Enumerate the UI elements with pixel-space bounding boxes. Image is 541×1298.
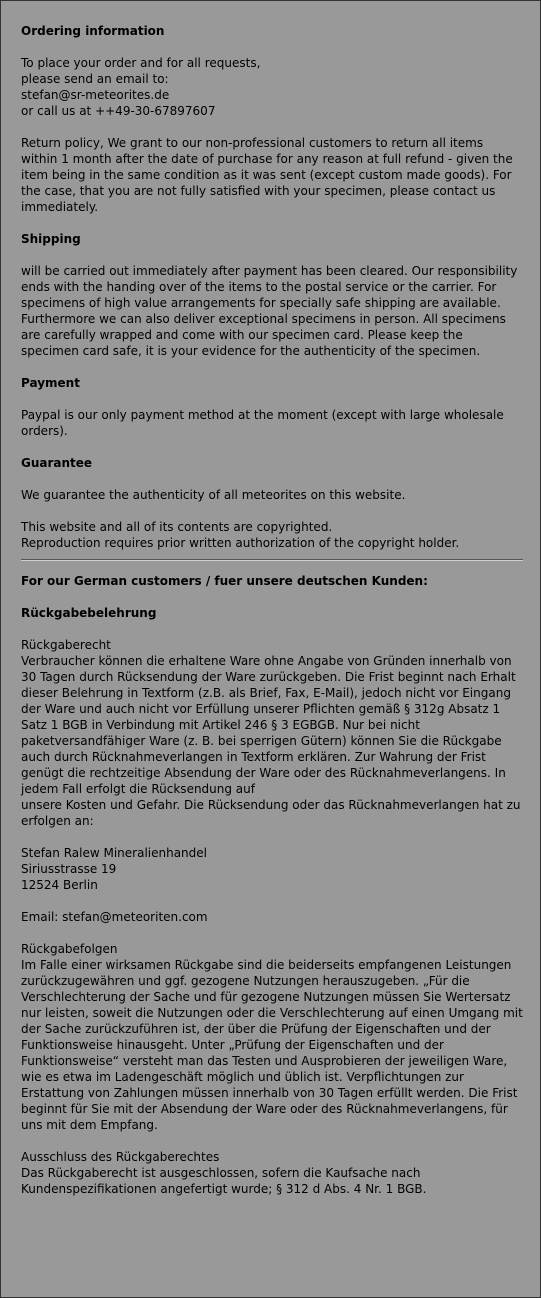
rueckgaberecht-text: Verbraucher können die erhaltene Ware ohne Angabe von Gründen innerhalb von 30 Tagen durch Rücksendung der Ware zurückgeben. Die Frist beginnt nach Erhalt dieser Belehrung in Textform (z.B. als Brief, Fax, E-Mail), jedoch nicht vor Eingang der Ware und auch nicht vor Erfüllung unserer Pflichten gemäß § 312g Absatz 1 Satz 1 BGB in Verbindung mit Artikel 246 § 3 EGBGB. Nur bei nicht paketversandfähiger Ware (z. B. bei sperrigen Gütern) können Sie die Rückgabe auch durch Rücknahmeverlangen in Textform erklären. Zur Wahrung der Frist genügt die rechtzeitige Absendung der Ware oder des Rücknahmeverlangens. In jedem Fall erfolgt die Rücksendung auf unsere Kosten und Gefahr. Die Rücksendung oder das Rücknahmeverlangen hat zu erfolgen an: (21, 654, 521, 828)
rueckgabefolgen-title: Rückgabefolgen (21, 942, 118, 956)
shipping-heading: Shipping (21, 232, 81, 246)
guarantee-heading: Guarantee (21, 456, 93, 470)
rueckgaberecht-title: Rückgaberecht (21, 638, 111, 652)
section-divider (21, 559, 523, 561)
german-heading: For our German customers / fuer unsere deutschen Kunden: (21, 574, 428, 588)
return-policy-text: Return policy, We grant to our non-professional customers to return all items within 1 month after the date of purchase for any reason at full refund - given the item being in the same condition as it was sent (except custom made goods). For the case, that you are not fully satisfied with your specimen, please contact us immediately. (21, 136, 513, 214)
rueckgabefolgen-text: Im Falle einer wirksamen Rückgabe sind die beiderseits empfangenen Leistungen zurückzugewähren und ggf. gezogene Nutzungen herauszugeben. „Für die Verschlechterung der Sache und für gezogene Nutzungen müssen Sie Wertersatz nur leisten, soweit die Nutzungen oder die Verschlechterung auf einen Umgang mit der Sache zurückzuführen ist, der über die Prüfung der Eigenschaften und der Funktionsweise hinausgeht. Unter „Prüfung der Eigenschaften und der Funktionsweise“ versteht man das Testen und Ausprobieren der jeweiligen Ware, wie es etwa im Ladengeschäft möglich und üblich ist. Verpflichtungen zur Erstattung von Zahlungen müssen innerhalb von 30 Tagen erfüllt werden. Die Frist beginnt für Sie mit der Absendung der Ware oder des Rücknahmeverlangens, für uns mit dem Empfang. (21, 958, 523, 1132)
copyright-text: This website and all of its contents are copyrighted. Reproduction requires prior written authorization of the copyright holder. (21, 520, 460, 550)
ausschluss-text: Das Rückgaberecht ist ausgeschlossen, sofern die Kaufsache nach Kundenspezifikationen angefertigt wurde; § 312 d Abs. 4 Nr. 1 BGB. (21, 1166, 427, 1196)
email-line: Email: stefan@meteoriten.com (21, 910, 208, 924)
payment-heading: Payment (21, 376, 80, 390)
payment-text: Paypal is our only payment method at the moment (except with large wholesale orders). (21, 408, 504, 438)
ordering-contact: To place your order and for all requests, please send an email to: stefan@sr-meteorites.de or call us at ++49-30-67897607 (21, 56, 261, 118)
shipping-text: will be carried out immediately after payment has been cleared. Our responsibility ends with the handing over of the items to the postal service or the carrier. For specimens of high value arrangements for specially safe shipping are available. Furthermore we can also deliver exceptional specimens in person. All specimens are carefully wrapped and come with our specimen card. Please keep the specimen card safe, it is your evidence for the authenticity of the specimen. (21, 264, 518, 358)
ordering-heading: Ordering information (21, 24, 165, 38)
ausschluss-title: Ausschluss des Rückgaberechtes (21, 1150, 220, 1164)
info-content (21, 23, 523, 1197)
rueckgabebelehrung-heading: Rückgabebelehrung (21, 606, 157, 620)
guarantee-text: We guarantee the authenticity of all meteorites on this website. (21, 488, 406, 502)
address-block: Stefan Ralew Mineralienhandel Siriusstrasse 19 12524 Berlin (21, 846, 207, 892)
